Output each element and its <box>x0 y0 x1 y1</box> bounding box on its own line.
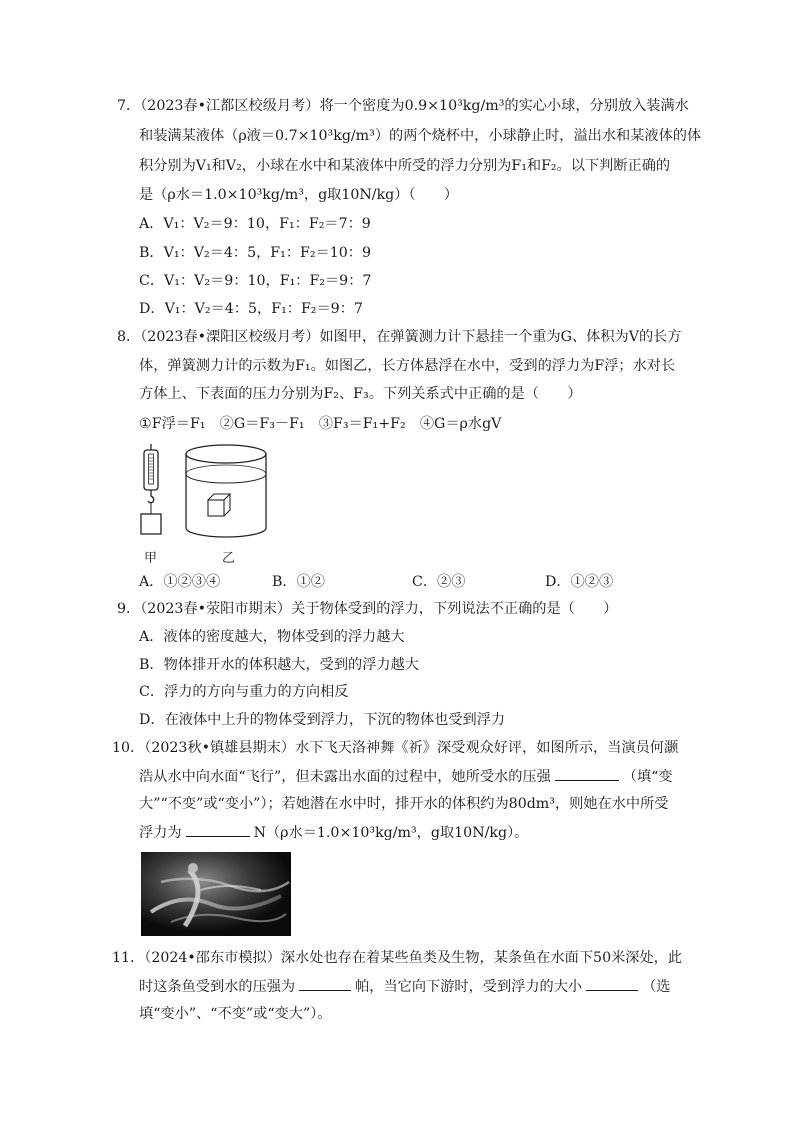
figure-label-a: 甲 <box>144 551 158 566</box>
q10-line-1: 10．（2023秋•镇雄县期末）水下飞天洛神舞《祈》深受观众好评，如图所示，当演员何灏 <box>112 740 679 756</box>
q7-option-a[interactable]: A．V₁：V₂＝9：10，F₁：F₂＝7：9 <box>139 216 371 232</box>
q10-line-4b: N（ρ水＝1.0×10³kg/m³，g取10N/kg）。 <box>253 825 529 841</box>
q9-option-b[interactable]: B．物体排开水的体积越大，受到的浮力越大 <box>139 657 419 673</box>
q10-line-2b: （填“变 <box>622 769 673 785</box>
q8-line-1: 8．（2023春•溧阳区校级月考）如图甲，在弹簧测力计下悬挂一个重为G、体积为V的长方 <box>117 329 682 345</box>
q11-line-2a: 时这条鱼受到水的压强为 <box>139 979 296 995</box>
figure-label-b: 乙 <box>222 551 236 566</box>
q7-line-2: 和装满某液体（ρ液＝0.7×10³kg/m³）的两个烧杯中，小球静止时，溢出水和某液体的体 <box>139 128 702 144</box>
q10-line-4a: 浮力为 <box>139 825 182 841</box>
q7-option-c[interactable]: C．V₁：V₂＝9：10，F₁：F₂＝9：7 <box>139 273 372 289</box>
q10-line-4 <box>139 822 528 843</box>
q9-line-1: 9．（2023春•荥阳市期末）关于物体受到的浮力，下列说法不正确的是（ ） <box>117 601 618 617</box>
q11-blank-2[interactable] <box>586 976 638 991</box>
q10-blank-1[interactable] <box>555 766 619 781</box>
spring-scale-icon <box>141 444 161 534</box>
q9-option-a[interactable]: A．液体的密度越大，物体受到的浮力越大 <box>139 629 405 645</box>
q8-option-a[interactable]: A．①②③④ <box>139 574 221 590</box>
q8-figure <box>130 440 290 568</box>
beaker-icon <box>186 445 266 537</box>
q7-line-4: 是（ρ水＝1.0×10³kg/m³，g取10N/kg）（ ） <box>139 187 459 203</box>
q11-line-2c: （选 <box>642 979 671 995</box>
underwater-dance-photo <box>141 852 291 936</box>
q11-line-2b: 帕，当它向下游时，受到浮力的大小 <box>355 979 583 995</box>
q8-relations: ①F浮＝F₁ ②G＝F₃－F₁ ③F₃＝F₁+F₂ ④G＝ρ水gV <box>139 416 502 432</box>
q8-option-b[interactable]: B．①② <box>272 574 325 590</box>
q7-option-b[interactable]: B．V₁：V₂＝4：5，F₁：F₂＝10：9 <box>139 245 371 261</box>
q8-option-c[interactable]: C．②③ <box>412 574 466 590</box>
q9-option-c[interactable]: C．浮力的方向与重力的方向相反 <box>139 684 349 700</box>
q11-line-3: 填“变小”、“不变”或“变大”）。 <box>139 1006 332 1022</box>
q8-line-2: 体，弹簧测力计的示数为F₁。如图乙，长方体悬浮在水中，受到的浮力为F浮；水对长 <box>139 358 676 374</box>
q7-option-d[interactable]: D．V₁：V₂＝4：5，F₁：F₂＝9：7 <box>139 301 363 317</box>
q10-line-2 <box>139 766 673 787</box>
q11-line-1: 11．（2024•邵东市模拟）深水处也存在着某些鱼类及生物，某条鱼在水面下50米深处，此 <box>112 950 683 966</box>
q7-line-1: 7．（2023春•江都区校级月考）将一个密度为0.9×10³kg/m³的实心小球，分别放入装满水 <box>117 98 689 114</box>
q11-blank-1[interactable] <box>299 976 351 991</box>
q8-line-3: 方体上、下表面的压力分别为F₂、F₃。下列关系式中正确的是（ ） <box>139 386 582 402</box>
q10-blank-2[interactable] <box>186 822 250 837</box>
q7-line-3: 积分别为V₁和V₂，小球在水中和某液体中所受的浮力分别为F₁和F₂。以下判断正确的 <box>139 158 671 174</box>
q8-option-d[interactable]: D．①②③ <box>545 574 614 590</box>
q10-line-3: 大”“不变”或“变小”）；若她潜在水中时，排开水的体积约为80dm³，则她在水中所受 <box>139 796 669 812</box>
q10-line-2a: 浩从水中向水面“飞行”，但未露出水面的过程中，她所受水的压强 <box>139 769 551 785</box>
q11-line-2 <box>139 976 670 997</box>
q9-option-d[interactable]: D．在液体中上升的物体受到浮力，下沉的物体也受到浮力 <box>139 712 506 728</box>
